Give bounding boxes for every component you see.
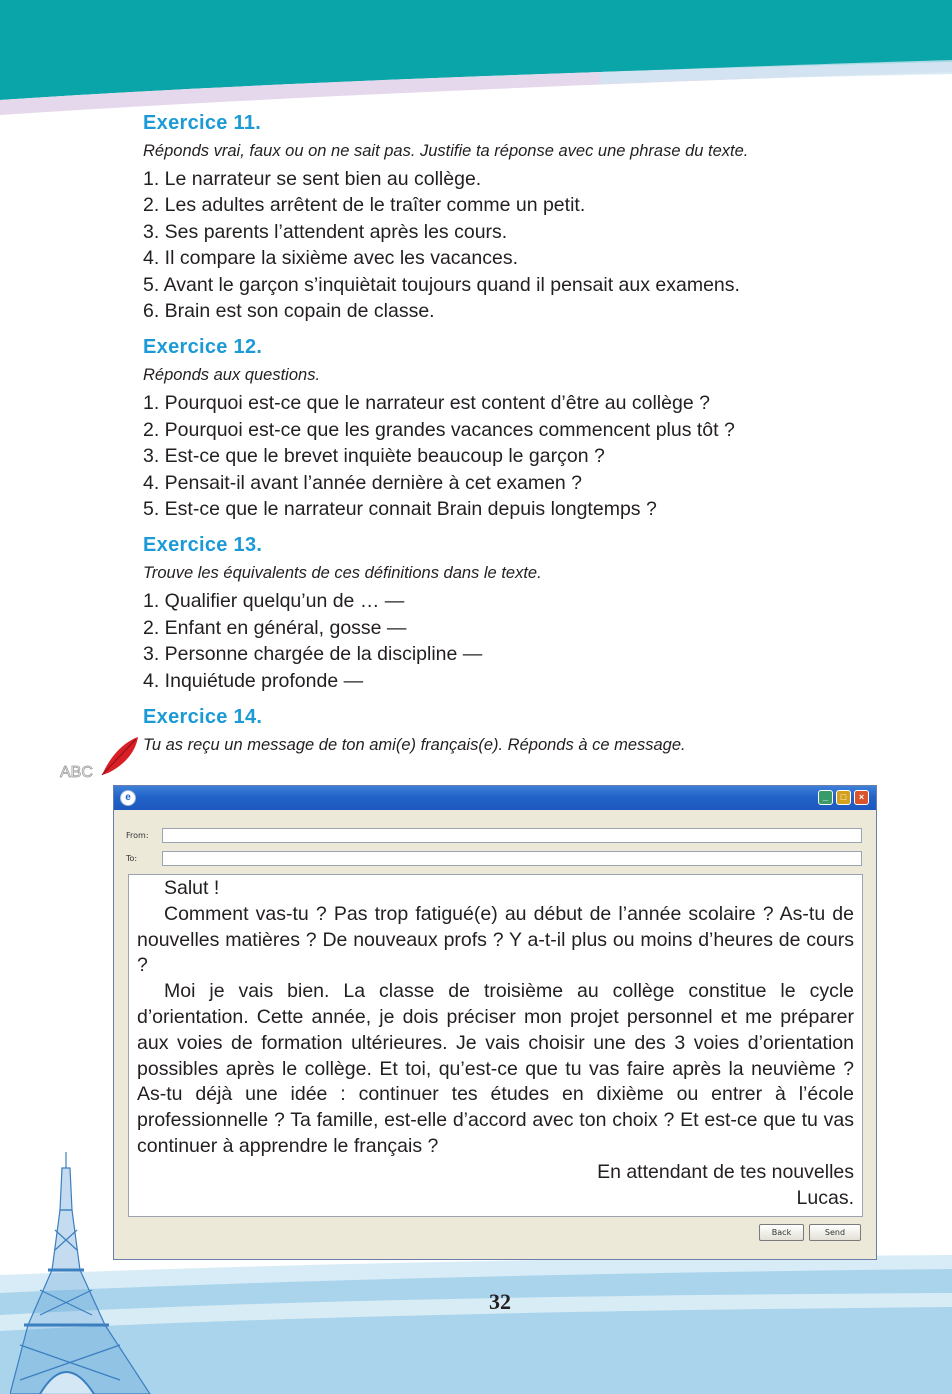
close-icon[interactable]: × [854,790,869,805]
exercise-items [143,166,883,324]
exercise-title: Exercice 11. [143,112,262,134]
app-icon: e [120,790,136,806]
message-signature: Lucas. [796,1186,854,1209]
exercise-13 [143,532,883,694]
header-band [0,0,952,120]
page-number: 32 [489,1289,511,1314]
list-item: 3. Ses parents l’attendent après les cours. [143,220,508,243]
maximize-icon[interactable]: □ [836,790,851,805]
exercise-title: Exercice 12. [143,336,263,359]
from-field[interactable] [162,828,862,843]
exercises [143,110,883,766]
exercise-instruction: Trouve les équivalents de ces définitions dans le texte. [143,564,542,583]
exercise-11 [143,110,883,324]
abc-label: ABC [60,764,93,781]
message-greeting: Salut ! [164,877,220,899]
from-label: From: [126,831,149,840]
email-window [113,785,877,1260]
message-closing: En attendant de tes nouvelles [597,1160,854,1183]
exercise-items [143,390,883,522]
list-item: 4. Il compare la sixième avec les vacances. [143,247,518,270]
list-item: 5. Avant le garçon s’inquiètait toujours quand il pensait aux examens. [143,273,740,296]
to-label: To: [126,854,138,863]
list-item: 1. Le narrateur se sent bien au collège. [143,168,482,190]
list-item: 2. Pourquoi est-ce que les grandes vacances commencent plus tôt ? [143,418,735,441]
send-button[interactable]: Send [809,1224,861,1241]
exercise-12 [143,334,883,522]
exercise-items [143,588,883,694]
exercise-instruction: Réponds vrai, faux ou on ne sait pas. Justifie ta réponse avec une phrase du texte. [143,142,749,160]
list-item: 3. Personne chargée de la discipline — [143,643,483,666]
title-bar [114,786,876,810]
message-paragraph: Moi je vais bien. La classe de troisième au collège constitue le cycle d’orientation. Cette année, je dois préciser mon projet personnel et me préparer aux voies de formation ultérieures. Je vais choisir une des 3 voies d’orientation possibles après le collège. Et toi, qu’est-ce que tu vas faire après la neuvième ? As-tu déjà une idée : continuer tes études en dixième ou entrer à l’école professionnelle ? Ta famille, est-elle d’accord avec ton choix ? Et est-ce que tu vas continuer à apprendre le français ? [137,980,854,1157]
minimize-icon[interactable]: _ [818,790,833,805]
list-item: 4. Inquiétude profonde — [143,669,364,692]
exercise-14 [143,704,883,756]
back-button[interactable]: Back [759,1224,804,1241]
red-quill-icon [58,735,140,781]
exercise-title: Exercice 14. [143,706,263,729]
exercise-title: Exercice 13. [143,534,263,557]
list-item: 5. Est-ce que le narrateur connait Brain depuis longtemps ? [143,498,657,521]
list-item: 1. Qualifier quelqu’un de … — [143,590,405,613]
list-item: 2. Enfant en général, gosse — [143,616,407,639]
exercise-instruction: Réponds aux questions. [143,366,321,385]
message-paragraph: Comment vas-tu ? Pas trop fatigué(e) au début de l’année scolaire ? As-tu de nouvelles matières ? De nouveaux profs ? Y a-t-il plus ou moins d’heures de cours ? [137,902,854,977]
to-field[interactable] [162,851,862,866]
list-item: 6. Brain est son copain de classe. [143,300,435,323]
list-item: 3. Est-ce que le brevet inquiète beaucoup le garçon ? [143,445,605,468]
list-item: 2. Les adultes arrêtent de le traîter comme un petit. [143,194,586,217]
list-item: 1. Pourquoi est-ce que le narrateur est content d’être au collège ? [143,392,710,415]
list-item: 4. Pensait-il avant l’année dernière à cet examen ? [143,471,583,494]
exercise-instruction: Tu as reçu un message de ton ami(e) français(e). Réponds à ce message. [143,736,686,755]
message-body[interactable] [128,874,863,1217]
